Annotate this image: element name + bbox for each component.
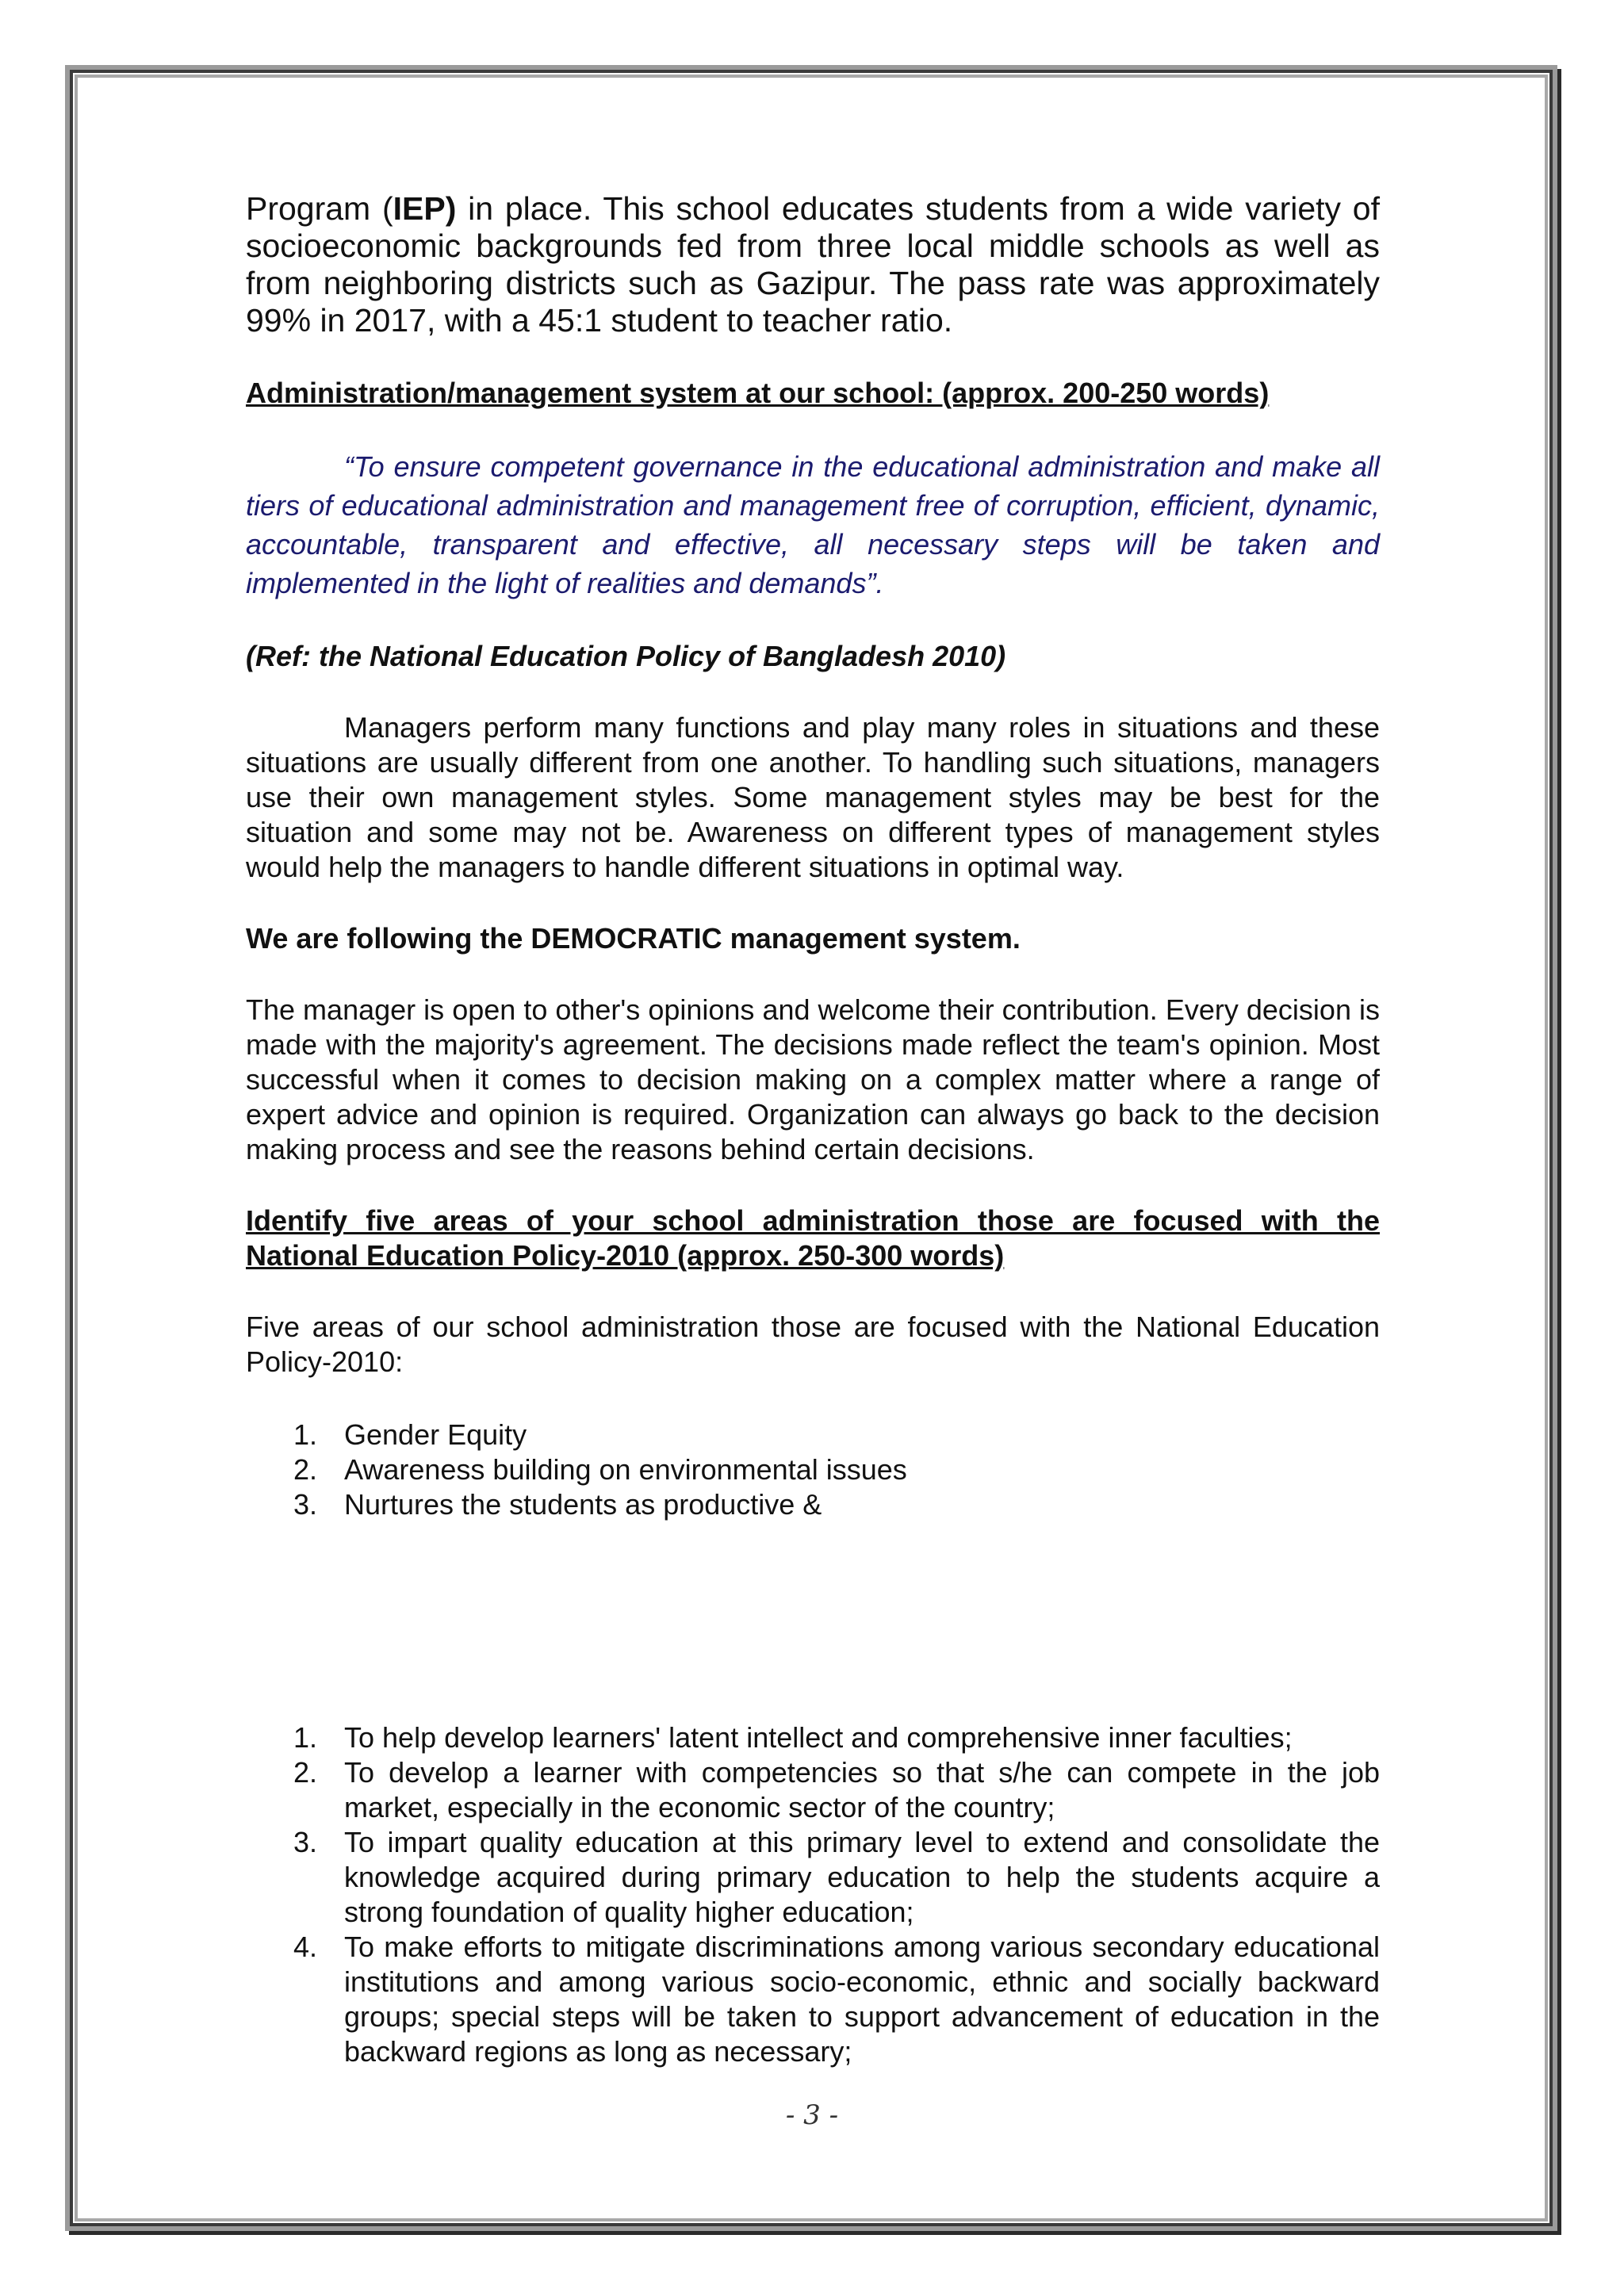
list-item: 3. Nurtures the students as productive & <box>293 1488 822 1521</box>
list-item: 1. Gender Equity <box>293 1418 527 1451</box>
democratic-description: The manager is open to other's opinions and welcome their contribution. Every decision is made with the majority's agreement. The decisions made reflect the team's opinion. Most successful when it comes to decision making on a complex matter where a range of expert advice and opinion is required. Organization can always go back to the decision making process and see the reasons behind certain decisions. <box>246 993 1380 1165</box>
policy-reference: (Ref: the National Education Policy of Bangladesh 2010) <box>246 640 1006 672</box>
democratic-statement: We are following the DEMOCRATIC management system. <box>246 922 1021 955</box>
list-item: 4. To make efforts to mitigate discriminations among various secondary educational institutions and among various socio-economic, ethnic and socially backward groups; special steps will be taken to support advancement of education in the backward regions as long as necessary; <box>293 1931 1380 2068</box>
admin-system-heading: Administration/management system at our school: (approx. 200-250 words) <box>246 377 1270 409</box>
five-areas-heading: Identify five areas of your school administration those are focused with the National Education Policy-2010 (approx. 250-300 words) <box>246 1204 1380 1272</box>
five-areas-intro: Five areas of our school administration those are focused with the National Education Policy-2010: <box>246 1311 1380 1378</box>
five-areas-list <box>246 1418 1380 1522</box>
list-item: 2. Awareness building on environmental issues <box>293 1453 907 1486</box>
objectives-list <box>246 1720 1380 2069</box>
list-item: 3. To impart quality education at this primary level to extend and consolidate the knowledge acquired during primary education to help the students acquire a strong foundation of quality higher education; <box>293 1826 1380 1928</box>
intro-paragraph: Program (IEP) in place. This school educates students from a wide variety of socioeconomic backgrounds fed from three local middle schools as well as from neighboring districts such as Gazipur. The pass rate was approximately 99% in 2017, with a 45:1 student to teacher ratio. <box>246 190 1380 339</box>
management-styles-paragraph: Managers perform many functions and play many roles in situations and these situations are usually different from one another. To handling such situations, managers use their own management styles. Some management styles may be best for the situation and some may not be. Awareness on different types of management styles would help the managers to handle different situations in optimal way. <box>246 711 1380 883</box>
list-item: 1. To help develop learners' latent intellect and comprehensive inner faculties; <box>293 1721 1293 1754</box>
page-number: - 3 - <box>785 2099 839 2131</box>
policy-quote: “To ensure competent governance in the educational administration and make all tiers of educational administration and management free of corruption, efficient, dynamic, accountable, transparent and effective, all necessary steps will be taken and implemented in the light of realities and demands”. <box>246 450 1380 599</box>
list-item: 2. To develop a learner with competencies so that s/he can compete in the job market, especially in the economic sector of the country; <box>293 1756 1380 1823</box>
document-body <box>246 190 1380 2069</box>
